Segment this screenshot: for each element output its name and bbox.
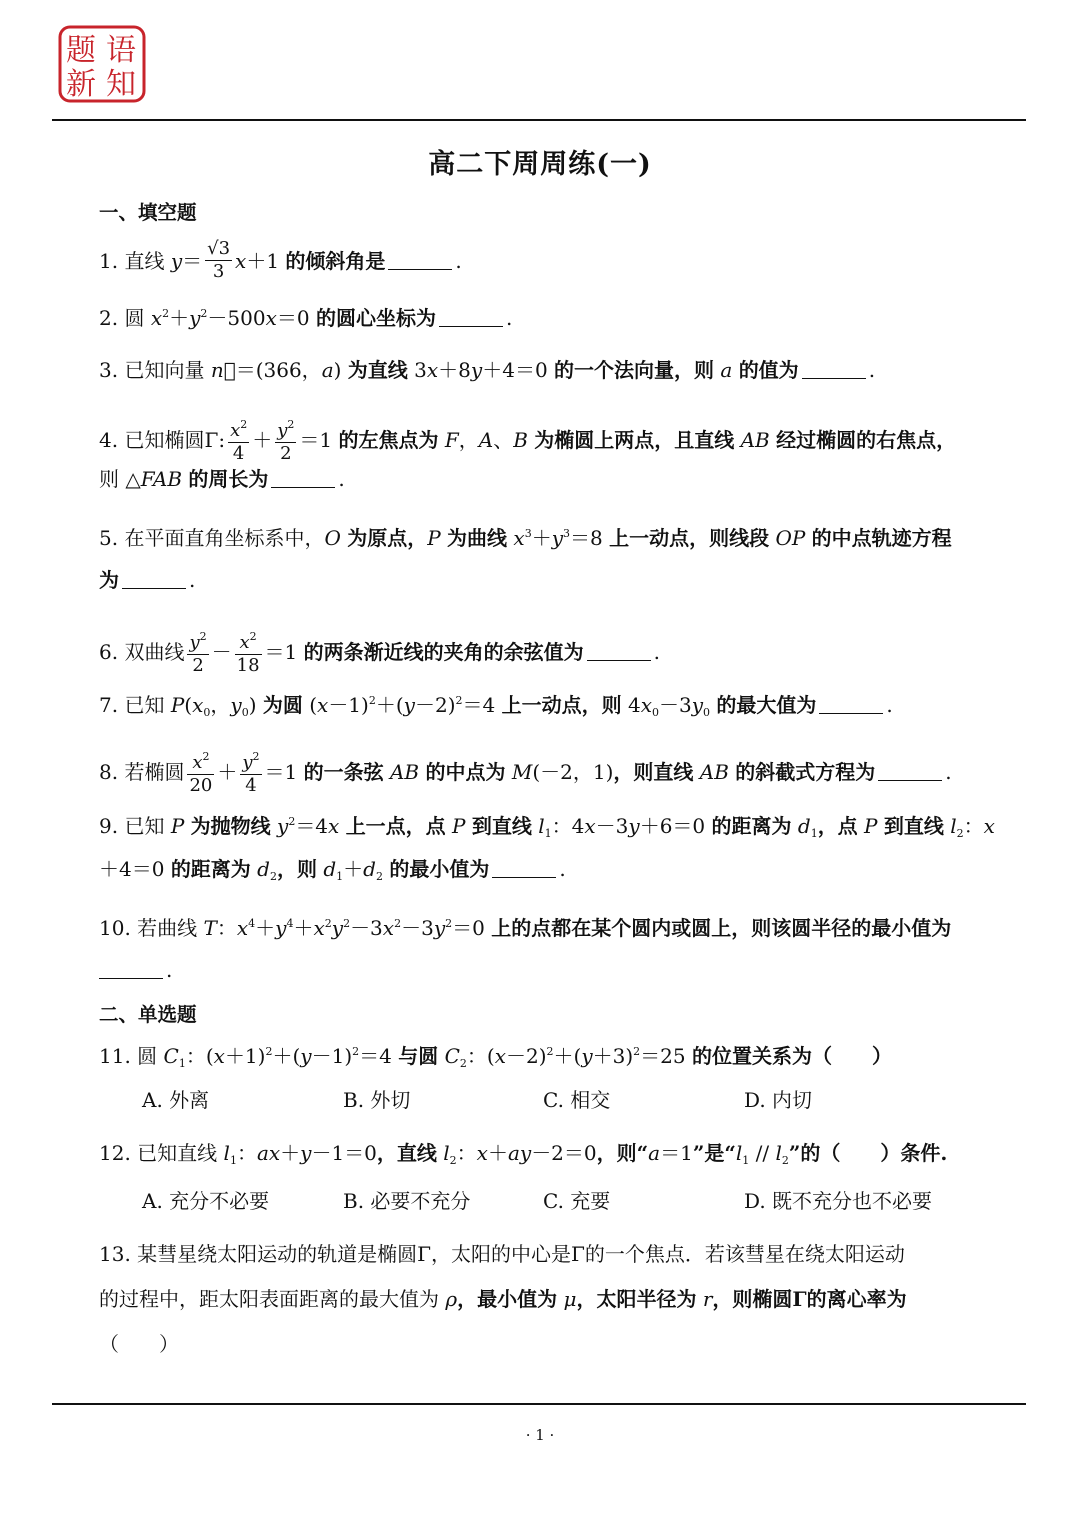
header-rule bbox=[52, 119, 1026, 121]
svg-text:语: 语 bbox=[106, 33, 136, 68]
answer-blank[interactable] bbox=[587, 659, 651, 661]
question-9-line-1: 9. 已知 P 为抛物线 $y^2=4x$ 上一点，点 P 到直线 $l_1$：4x－3y＋6＝0 的距离为 $d_1$，点 P 到直线 $l_2$：x bbox=[99, 814, 995, 840]
question-13-line-2: 的过程中，距太阳表面距离的最大值为 ρ，最小值为 μ，太阳半径为 r，则椭圆Γ的离心率为 bbox=[99, 1287, 907, 1311]
svg-text:新: 新 bbox=[66, 67, 96, 102]
question-10-line-2: . bbox=[99, 956, 172, 984]
option-d[interactable]: D. 内切 bbox=[744, 1088, 813, 1112]
question-6: 6. 双曲线 $\frac{y^2}{2}$ － $\frac{x^2}{18}$ ＝1 的两条渐近线的夹角的余弦值为 . bbox=[99, 628, 660, 679]
question-11: 11. 圆 $C_1$：$(x+1)^2+(y-1)^2=4$ 与圆 $C_2$：$(x-2)^2+(y+3)^2=25$ 的位置关系为（ ） bbox=[99, 1044, 892, 1070]
option-c[interactable]: C. 相交 bbox=[543, 1088, 611, 1112]
question-10-line-1: 10. 若曲线 T：$x^4+y^4+x^2y^2-3x^2-3y^2=0$ 上的点都在某个圆内或圆上，则该圆半径的最小值为 bbox=[99, 916, 952, 940]
question-3: 3. 已知向量 n⃗＝(366，a) 为直线 3x＋8y＋4＝0 的一个法向量，则 a 的值为 . bbox=[99, 358, 876, 382]
answer-blank[interactable] bbox=[878, 779, 942, 781]
option-a[interactable]: A. 外离 bbox=[142, 1088, 210, 1112]
section-single-choice: 二、单选题 bbox=[99, 1003, 197, 1026]
question-7: 7. 已知 $P(x_0$，$y_0$) 为圆 $(x-1)^2+(y-2)^2=4$ 上一动点，则 $4x_0-3y_0$ 的最大值为 . bbox=[99, 693, 893, 719]
answer-blank[interactable] bbox=[388, 268, 452, 270]
page-number: · 1 · bbox=[525, 1426, 555, 1444]
option-b[interactable]: B. 外切 bbox=[343, 1088, 411, 1112]
question-2: 2. 圆 $x^2+y^2-500x=0$ 的圆心坐标为 . bbox=[99, 306, 513, 330]
question-9-line-2: ＋4＝0 的距离为 $d_2$，则 $d_1+d_2$ 的最小值为 . bbox=[99, 857, 566, 883]
question-5-line-2: 为 . bbox=[99, 568, 196, 592]
answer-blank[interactable] bbox=[819, 712, 883, 714]
page-title: 高二下周周练(一) bbox=[428, 149, 652, 180]
option-b[interactable]: B. 必要不充分 bbox=[343, 1189, 471, 1213]
option-d[interactable]: D. 既不充分也不必要 bbox=[744, 1189, 933, 1213]
footer-rule bbox=[52, 1403, 1026, 1405]
question-13-line-3: （ ） bbox=[99, 1332, 179, 1356]
question-5-line-1: 5. 在平面直角坐标系中，O 为原点，P 为曲线 $x^3+y^3=8$ 上一动点，则线段 OP 的中点轨迹方程 bbox=[99, 526, 952, 550]
answer-blank[interactable] bbox=[271, 486, 335, 488]
question-4-line-1: 4. 已知椭圆Γ: $\frac{x^2}{4}$ ＋ $\frac{y^2}{2}$ ＝1 的左焦点为 F，A、B 为椭圆上两点，且直线 AB 经过椭圆的右焦点， bbox=[99, 416, 956, 467]
question-13-line-1: 13. 某彗星绕太阳运动的轨道是椭圆Γ，太阳的中心是Γ的一个焦点．若该彗星在绕太阳运动 bbox=[99, 1242, 905, 1266]
svg-text:知: 知 bbox=[106, 67, 136, 102]
question-12: 12. 已知直线 $l_1$：ax＋y－1＝0，直线 $l_2$：x＋ay－2＝0，则“a＝1”是“$l_1 // l_2$”的（ ）条件. bbox=[99, 1141, 948, 1167]
svg-text:题: 题 bbox=[66, 33, 96, 68]
answer-blank[interactable] bbox=[439, 325, 503, 327]
seal-logo bbox=[57, 24, 147, 104]
question-8: 8. 若椭圆 $\frac{x^2}{20}$ ＋ $\frac{y^2}{4}$ ＝1 的一条弦 AB 的中点为 M(－2，1)，则直线 AB 的斜截式方程为 . bbox=[99, 748, 952, 799]
answer-blank[interactable] bbox=[99, 977, 163, 979]
section-fill-blank: 一、填空题 bbox=[99, 201, 197, 224]
answer-blank[interactable] bbox=[492, 876, 556, 878]
question-4-line-2: 则 △FAB 的周长为 . bbox=[99, 467, 345, 491]
option-a[interactable]: A. 充分不必要 bbox=[142, 1189, 270, 1213]
answer-blank[interactable] bbox=[122, 587, 186, 589]
question-1: 1. 直线 y＝ $\frac{√3}{3}$ x＋1 的倾斜角是 . bbox=[99, 238, 462, 282]
option-c[interactable]: C. 充要 bbox=[543, 1189, 611, 1213]
answer-blank[interactable] bbox=[802, 377, 866, 379]
